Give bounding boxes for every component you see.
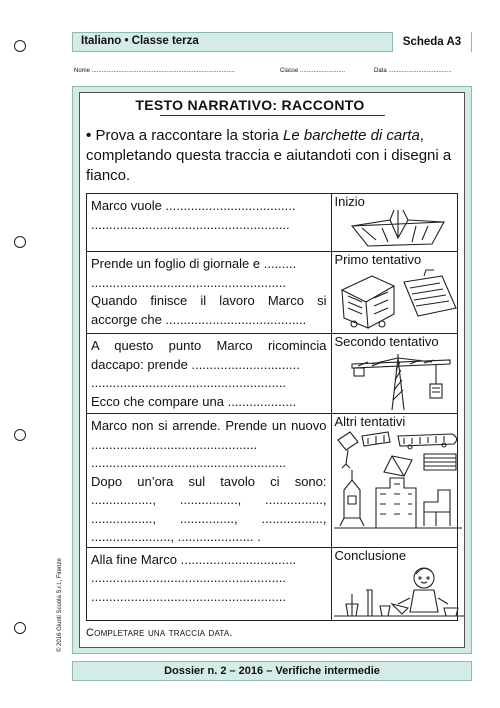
child-with-boats-icon (332, 564, 466, 620)
answer-cell[interactable] (87, 334, 332, 414)
answer-line: ...................................................... (91, 375, 287, 390)
table-row (87, 414, 458, 548)
answer-line: ...................................................... (91, 588, 287, 604)
bullet: • (86, 127, 92, 144)
answer-line: Dopo un’ora sul tavolo ci sono: ................., ................, ................, ................., ..............., ................., ......................, ..................... . (91, 473, 327, 544)
paper-toys-icon (332, 430, 466, 540)
page-title: TESTO NARRATIVO: RACCONTO (135, 97, 365, 113)
header-bar (72, 32, 472, 52)
stage-label: Conclusione (334, 547, 407, 563)
story-title: Le barchette di carta (283, 127, 420, 144)
binder-hole (14, 429, 26, 441)
story-table (86, 193, 458, 621)
stage-label: Inizio (334, 194, 365, 209)
answer-cell[interactable] (87, 252, 332, 334)
instruction-after: , completando questa traccia e aiutandoti con i disegni a fianco. (86, 127, 452, 184)
answer-line: Quando finisce il lavoro Marco si accorge che ....................................... (91, 293, 327, 327)
picture-cell (331, 252, 458, 334)
binder-hole (14, 236, 26, 248)
date-field[interactable]: Data ...................................... (374, 68, 452, 74)
answer-line: ....................................................... (91, 216, 290, 232)
answer-line: A questo punto Marco ricomincia daccapo: prende .............................. (91, 338, 327, 372)
copyright-text: © 2016 Giunti Scuola S.r.l., Firenze (57, 558, 63, 652)
newspaper-folding-icon (332, 268, 466, 332)
exercise-note: Completare una traccia data. (86, 627, 233, 639)
table-row (87, 334, 458, 414)
paper-boat-icon (332, 210, 466, 250)
crane-icon (332, 350, 466, 412)
sheet-label: Scheda A3 (392, 32, 471, 52)
name-field[interactable]: Nome ...................................................................................... (74, 68, 236, 74)
picture-cell (331, 194, 458, 252)
picture-cell (331, 414, 458, 548)
table-row (87, 547, 458, 620)
binder-hole (14, 622, 26, 634)
answer-line: Prende un foglio di giornale e ......... (91, 256, 297, 271)
answer-line: Alla fine Marco ................................ (91, 551, 297, 567)
answer-cell[interactable] (87, 547, 332, 620)
table-row (87, 252, 458, 334)
subject-label: Italiano • Classe terza (81, 35, 199, 47)
answer-line: Marco non si arrende. Prende un nuovo .............................................. (91, 418, 327, 452)
stage-label: Secondo tentativo (334, 334, 439, 349)
answer-cell[interactable] (87, 414, 332, 548)
stage-label: Primo tentativo (334, 252, 422, 267)
class-field[interactable]: Classe ........................... (280, 68, 346, 74)
answer-line: Ecco che compare una ................... (91, 393, 297, 409)
answer-line: ...................................................... (91, 570, 287, 585)
answer-line: ...................................................... (91, 274, 287, 290)
title-underline (160, 115, 385, 116)
footer-bar: Dossier n. 2 – 2016 – Verifiche intermedie (72, 661, 472, 681)
answer-line: Marco vuole .................................... (91, 198, 296, 213)
picture-cell (331, 547, 458, 620)
answer-cell[interactable] (87, 194, 332, 252)
table-row (87, 194, 458, 252)
instruction-before: Prova a raccontare la storia (95, 127, 284, 144)
binder-hole (14, 40, 26, 52)
stage-label: Altri tentativi (334, 414, 406, 429)
picture-cell (331, 334, 458, 414)
instruction-text (86, 126, 458, 186)
answer-line: ...................................................... (91, 455, 287, 470)
